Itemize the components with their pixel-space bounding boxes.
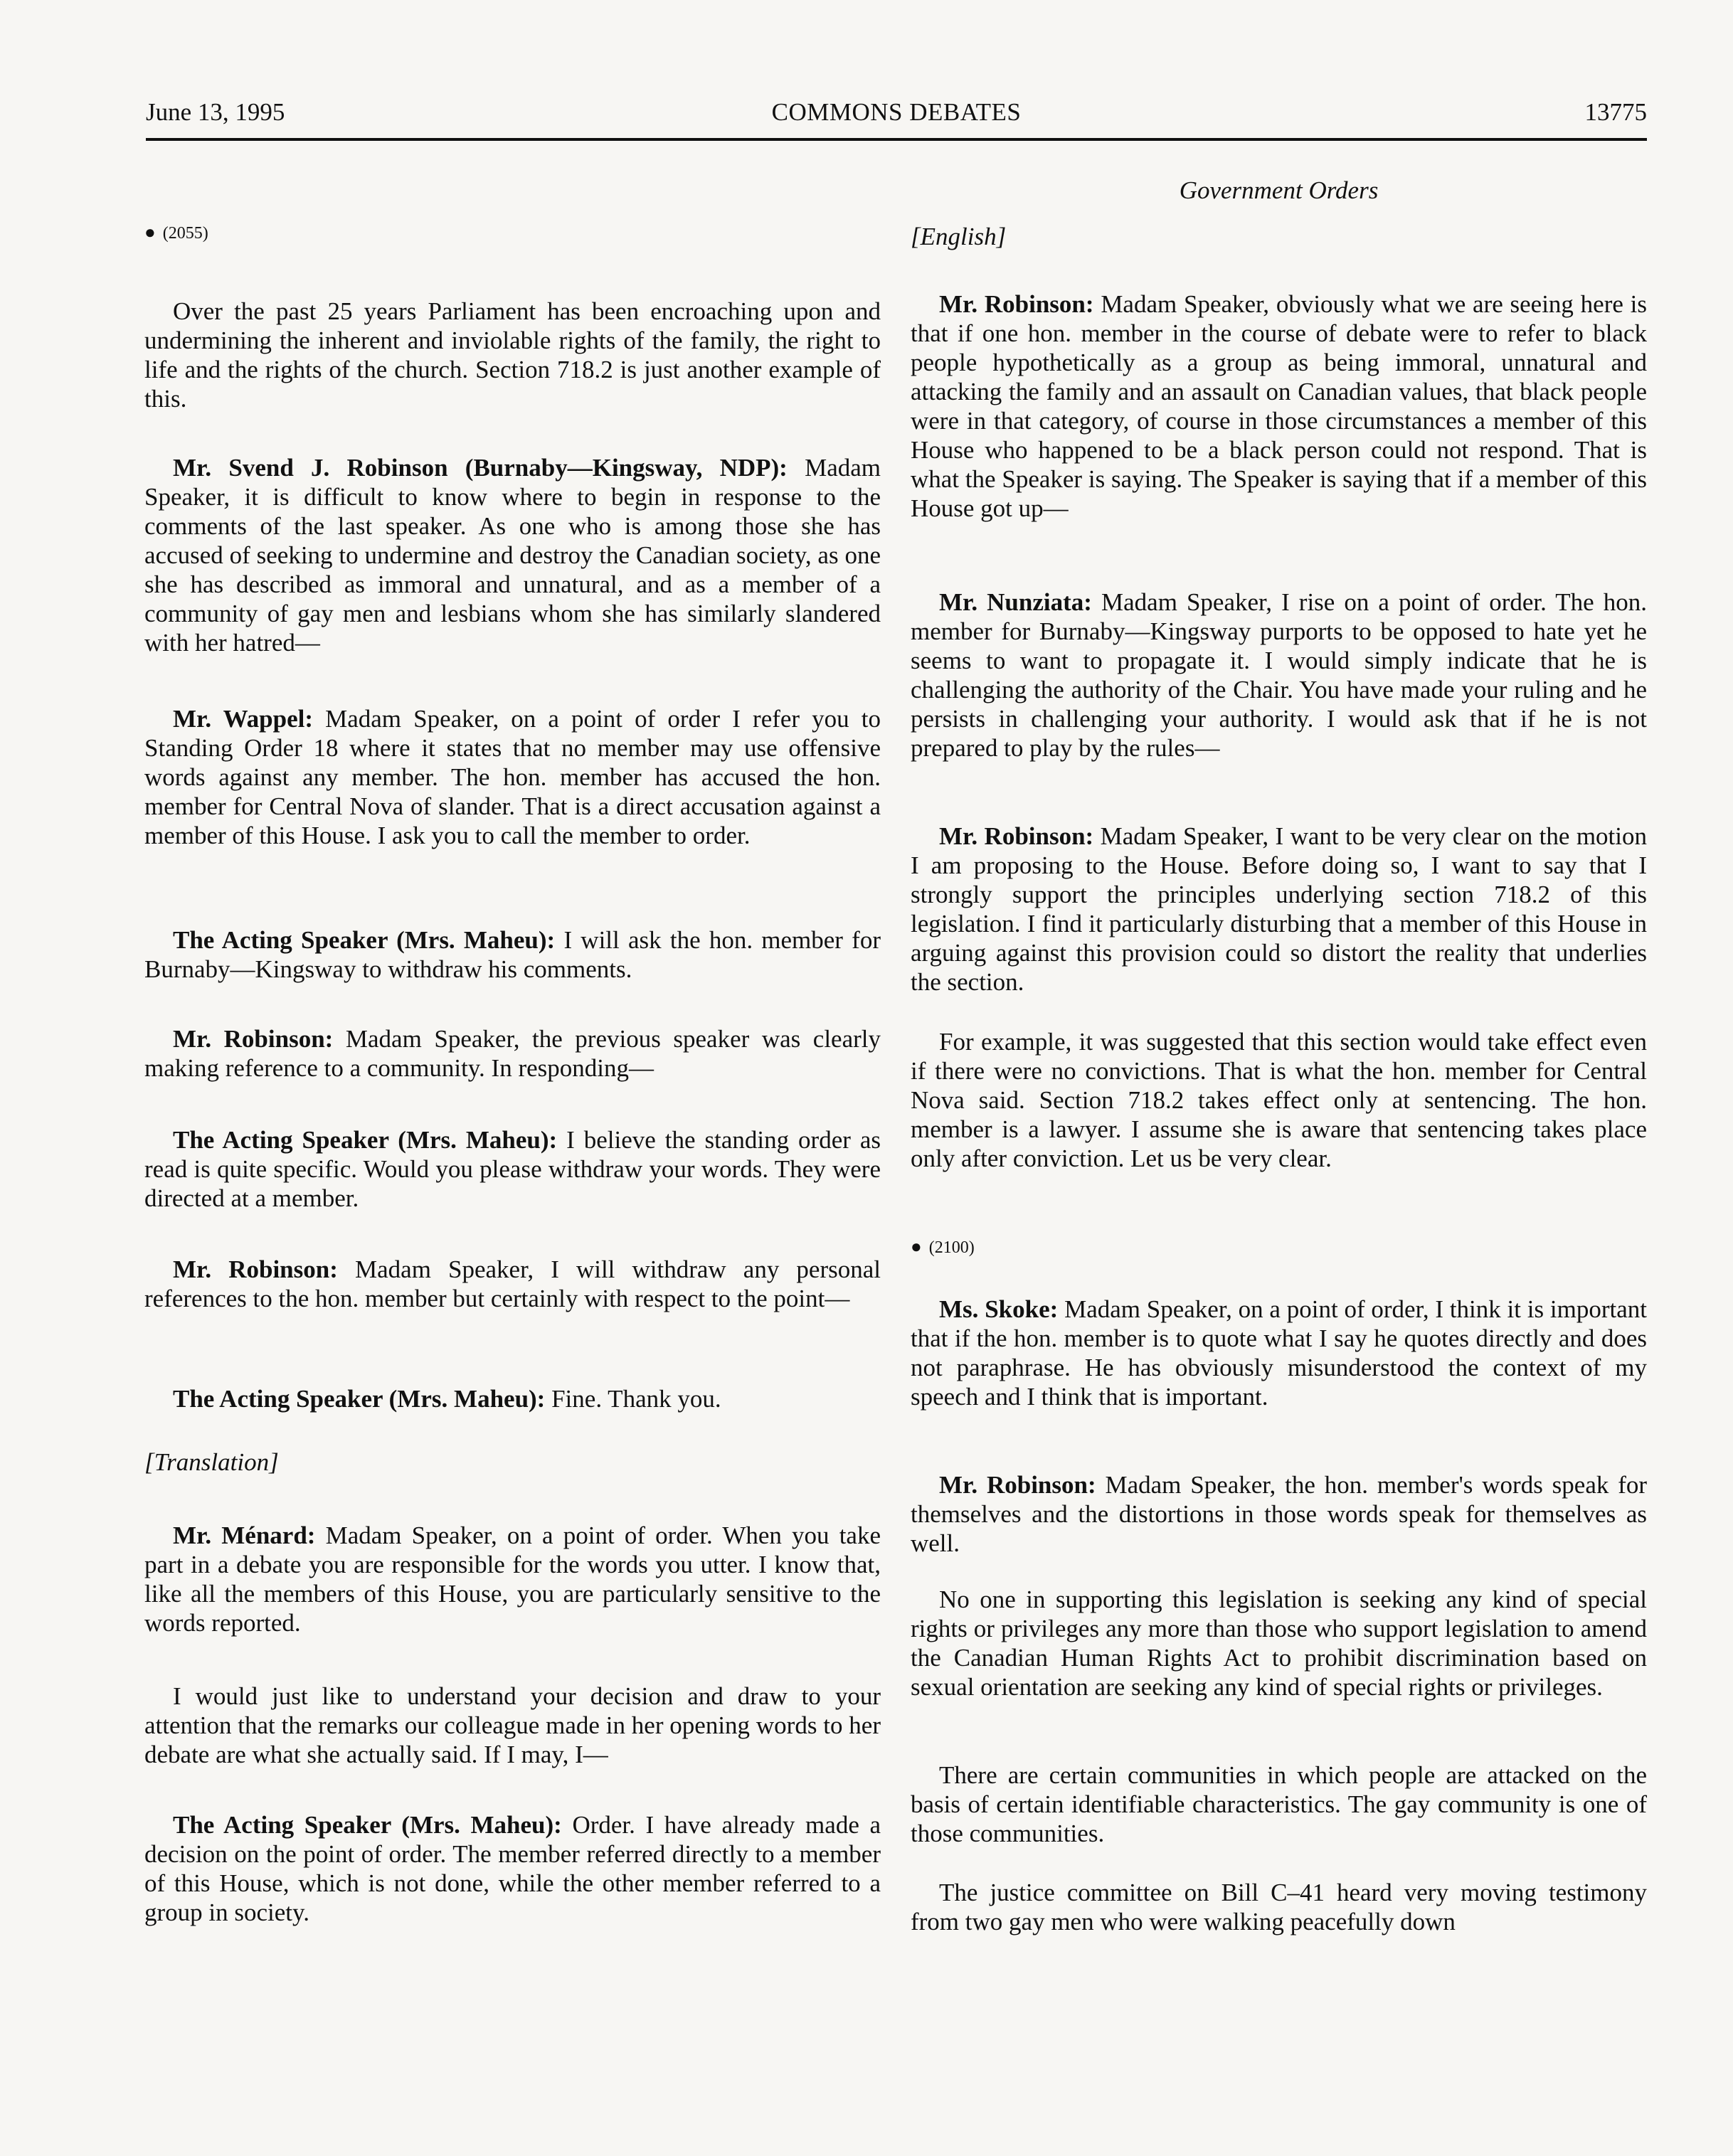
speaker-name: Mr. Svend J. Robinson (Burnaby—Kingsway, NDP): <box>173 454 788 482</box>
bullet-icon: ● <box>144 222 156 243</box>
publication-title: COMMONS DEBATES <box>771 98 1022 126</box>
speaker-name: Mr. Ménard: <box>173 1522 316 1549</box>
paragraph-text: Madam Speaker, I will withdraw any personal references to the hon. member but certainly with respect to the point— <box>144 1255 881 1312</box>
paragraph-text: Madam Speaker, the hon. member's words speak for themselves and the distortions in those words speak for themselves as well. <box>911 1471 1647 1557</box>
language-tag: [Translation] <box>144 1448 279 1476</box>
paragraph <box>144 1384 881 1413</box>
paragraph <box>911 1470 1647 1558</box>
paragraph-text: For example, it was suggested that this section would take effect even if there were no convictions. That is what the hon. member for Central Nova said. Section 718.2 takes effect only at sentencing. The hon. member is a lawyer. I assume she is aware that sentencing takes place only after conviction. Let us be very clear. <box>911 1028 1647 1172</box>
paragraph <box>144 453 881 657</box>
paragraph <box>911 1878 1647 1936</box>
speaker-name: Mr. Robinson: <box>939 822 1094 850</box>
paragraph-text: Madam Speaker, I rise on a point of order. The hon. member for Burnaby—Kingsway purports to be opposed to hate yet he seems to want to propagate it. I would simply indicate that he is challenging the authority of the Chair. You have made your ruling and he persists in challenging your authority. I would ask that if he is not prepared to play by the rules— <box>911 588 1648 762</box>
paragraph-text: Madam Speaker, I want to be very clear on the motion I am proposing to the House. Before doing so, I want to say that I strongly support the principles underlying section 718.2 of this legislation. I find it particularly disturbing that a member of this House in arguing against this provision could so distort the reality that underlies the section. <box>911 822 1648 996</box>
paragraph-text: There are certain communities in which people are attacked on the basis of certain identifiable characteristics. The gay community is one of those communities. <box>911 1761 1647 1847</box>
language-tag: [English] <box>911 223 1007 250</box>
paragraph <box>911 1585 1647 1701</box>
time-marker-text: (2100) <box>928 1238 975 1257</box>
paragraph <box>144 297 881 413</box>
paragraph-text: Madam Speaker, the previous speaker was clearly making reference to a community. In responding— <box>144 1025 881 1082</box>
paragraph-text: Fine. Thank you. <box>551 1385 721 1413</box>
paragraph-text: Madam Speaker, obviously what we are seeing here is that if one hon. member in the course of debate were to refer to black people hypothetically as a group as being immoral, unnatural and attacking the family and an assault on Canadian values, that black people were in that category, of course in those circumstances a member of this House who happened to be a black person could not respond. That is what the Speaker is saying. The Speaker is saying that if a member of this House got up— <box>911 290 1648 522</box>
bullet-icon: ● <box>911 1236 922 1257</box>
speaker-name: Mr. Robinson: <box>173 1025 334 1053</box>
paragraph-text: Madam Speaker, on a point of order I refer you to Standing Order 18 where it states that no member may use offensive words against any member. The hon. member has accused the hon. member for Central Nova of slander. That is a direct accusation against a member of this House. I ask you to call the member to order. <box>144 705 881 849</box>
speaker-name: Mr. Robinson: <box>939 1471 1096 1499</box>
speaker-name: Mr. Robinson: <box>939 290 1094 318</box>
paragraph-text: Madam Speaker, it is difficult to know where to begin in response to the comments of the last speaker. As one who is among those she has accused of seeking to undermine and destroy the Canadian society, as one she has described as immoral and unnatural, and as a member of a community of gay men and lesbians whom she has similarly slandered with her hatred— <box>144 454 881 657</box>
paragraph-text: I will ask the hon. member for Burnaby—Kingsway to withdraw his comments. <box>144 926 881 983</box>
time-marker <box>911 1236 975 1258</box>
paragraph <box>144 1521 881 1637</box>
paragraph <box>144 1125 881 1213</box>
speaker-name: Mr. Wappel: <box>173 705 313 733</box>
running-head <box>146 98 1647 141</box>
speaker-name: Mr. Robinson: <box>173 1255 338 1283</box>
speaker-name: Mr. Nunziata: <box>939 588 1092 616</box>
paragraph <box>144 1255 881 1313</box>
paragraph-text: Order. I have already made a decision on the point of order. The member referred directly to a member of this House, which is not done, while the other member referred to a group in society. <box>144 1811 881 1926</box>
paragraph <box>144 1024 881 1083</box>
paragraph-text: The justice committee on Bill C–41 heard very moving testimony from two gay men who were walking peacefully down <box>911 1879 1647 1935</box>
paragraph <box>144 1682 881 1769</box>
paragraph <box>911 290 1647 523</box>
paragraph-text: I believe the standing order as read is quite specific. Would you please withdraw your words. They were directed at a member. <box>144 1126 881 1212</box>
speaker-name: The Acting Speaker (Mrs. Maheu): <box>173 926 556 954</box>
paragraph <box>911 1761 1647 1848</box>
paragraph <box>911 822 1647 997</box>
paragraph <box>144 704 881 850</box>
page-date: June 13, 1995 <box>146 98 285 126</box>
time-marker <box>144 222 208 244</box>
speaker-name: Ms. Skoke: <box>939 1295 1059 1323</box>
paragraph <box>144 925 881 984</box>
section-title: Government Orders <box>1179 176 1379 204</box>
paragraph-text: Over the past 25 years Parliament has been encroaching upon and undermining the inherent and inviolable rights of the family, the right to life and the rights of the church. Section 718.2 is just another example of this. <box>144 297 881 413</box>
header-rule <box>146 138 1647 141</box>
speaker-name: The Acting Speaker (Mrs. Maheu): <box>173 1126 558 1154</box>
paragraph-text: No one in supporting this legislation is seeking any kind of special rights or privileges any more than those who support legislation to amend the Canadian Human Rights Act to prohibit discrimination based on sexual orientation are seeking any kind of special rights or privileges. <box>911 1586 1647 1701</box>
speaker-name: The Acting Speaker (Mrs. Maheu): <box>173 1811 562 1839</box>
paragraph <box>911 1027 1647 1173</box>
paragraph <box>911 1295 1647 1411</box>
paragraph <box>911 588 1647 763</box>
time-marker-text: (2055) <box>162 224 208 243</box>
paragraph <box>144 1810 881 1927</box>
paragraph-text: Madam Speaker, on a point of order. When you take part in a debate you are responsible for the words you utter. I know that, like all the members of this House, you are particularly sensitive to the words reported. <box>144 1522 881 1637</box>
paragraph-text: I would just like to understand your decision and draw to your attention that the remarks our colleague made in her opening words to her debate are what she actually said. If I may, I— <box>144 1682 881 1768</box>
speaker-name: The Acting Speaker (Mrs. Maheu): <box>173 1385 546 1413</box>
page-number: 13775 <box>1584 98 1647 126</box>
paragraph-text: Madam Speaker, on a point of order, I think it is important that if the hon. member is to quote what I say he quotes directly and does not paraphrase. He has obviously misunderstood the context of my speech and I think that is important. <box>911 1295 1648 1411</box>
